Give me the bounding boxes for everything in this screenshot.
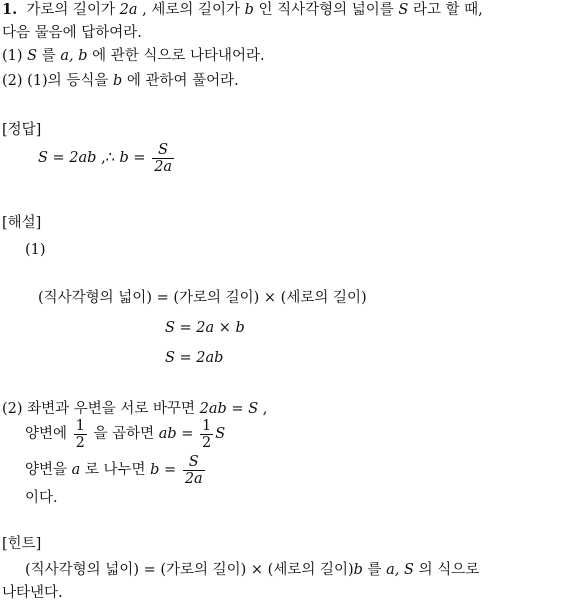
math-a: a,: [60, 48, 74, 64]
separator: ,∴: [101, 150, 115, 166]
explanation-part-2-line-4: 이다.: [25, 490, 58, 506]
explanation-text: ,: [262, 401, 268, 417]
question-number: (2): [2, 73, 23, 89]
hint-line-2: 나타낸다.: [2, 585, 63, 601]
problem-text: 인 직사각형의 넓이를: [258, 2, 394, 18]
answer-equation: [38, 140, 176, 176]
fraction-denominator: 2: [75, 434, 85, 451]
fraction: [200, 418, 213, 451]
problem-text: 라고 할 때,: [412, 2, 483, 18]
fraction-numerator: S: [183, 454, 205, 471]
explanation-equation: S = 2ab: [165, 350, 224, 366]
problem-text: 가로의 길이가: [26, 2, 116, 18]
math-S: S: [404, 562, 414, 578]
question-text: 를: [41, 48, 56, 64]
hint-text: (직사각형의 넓이) = (가로의 길이) × (세로의 길이): [25, 562, 354, 578]
question-1: [2, 47, 265, 65]
math-expr: 2ab = S: [199, 401, 259, 417]
math-b: b: [244, 2, 254, 18]
answer-heading: [정답]: [2, 122, 42, 138]
math-a: a: [71, 462, 81, 478]
math-a: a,: [386, 562, 400, 578]
explanation-equation: S = 2a × b: [165, 320, 245, 336]
math-2a: 2a: [119, 2, 138, 18]
hint-line-1: [25, 561, 479, 579]
explanation-text: (2) 좌변과 우변을 서로 바꾸면: [2, 401, 196, 417]
fraction-denominator: 2: [202, 434, 212, 451]
problem-text: , 세로의 길이가: [142, 2, 240, 18]
math-expr: = 2ab: [52, 150, 97, 166]
explanation-text: 양변에: [25, 426, 68, 442]
question-2: [2, 72, 239, 90]
explanation-part-2-line-2: [25, 416, 225, 452]
explanation-word-equation: (직사각형의 넓이) = (가로의 길이) × (세로의 길이): [38, 290, 367, 306]
explanation-part-1: (1): [25, 242, 46, 258]
fraction-numerator: 1: [202, 417, 212, 434]
fraction: [74, 418, 87, 451]
math-b: b: [78, 48, 88, 64]
explanation-heading: [해설]: [2, 215, 42, 231]
math-b: b: [112, 73, 123, 89]
math-S: S: [215, 426, 226, 442]
math-S: S: [38, 150, 48, 166]
math-expr: b =: [150, 462, 177, 478]
explanation-part-2-line-3: [25, 452, 207, 488]
question-text: 에 관하여 풀어라.: [126, 73, 239, 89]
fraction: [152, 142, 174, 175]
math-expr: ab =: [158, 426, 194, 442]
explanation-text: 로 나누면: [84, 462, 146, 478]
fraction-denominator: 2a: [184, 470, 203, 487]
problem-line-1: [2, 1, 483, 19]
hint-text: 의 식으로: [418, 562, 480, 578]
math-b: b: [353, 562, 363, 578]
hint-text: 를: [367, 562, 382, 578]
question-text: (1)의 등식을: [27, 73, 109, 89]
question-number: (1): [2, 48, 23, 64]
math-S: S: [398, 2, 409, 18]
fraction-numerator: S: [152, 142, 174, 159]
question-text: 에 관한 식으로 나타내어라.: [92, 48, 265, 64]
fraction-denominator: 2a: [154, 158, 173, 175]
problem-line-2: 다음 물음에 답하여라.: [2, 25, 142, 41]
explanation-text: 양변을: [25, 462, 68, 478]
fraction-numerator: 1: [75, 417, 85, 434]
problem-number: 1.: [2, 1, 18, 18]
math-expr: b =: [119, 150, 146, 166]
fraction: [183, 454, 205, 487]
explanation-text: 을 곱하면: [93, 426, 155, 442]
hint-heading: [힌트]: [2, 536, 42, 552]
math-S: S: [27, 48, 38, 64]
